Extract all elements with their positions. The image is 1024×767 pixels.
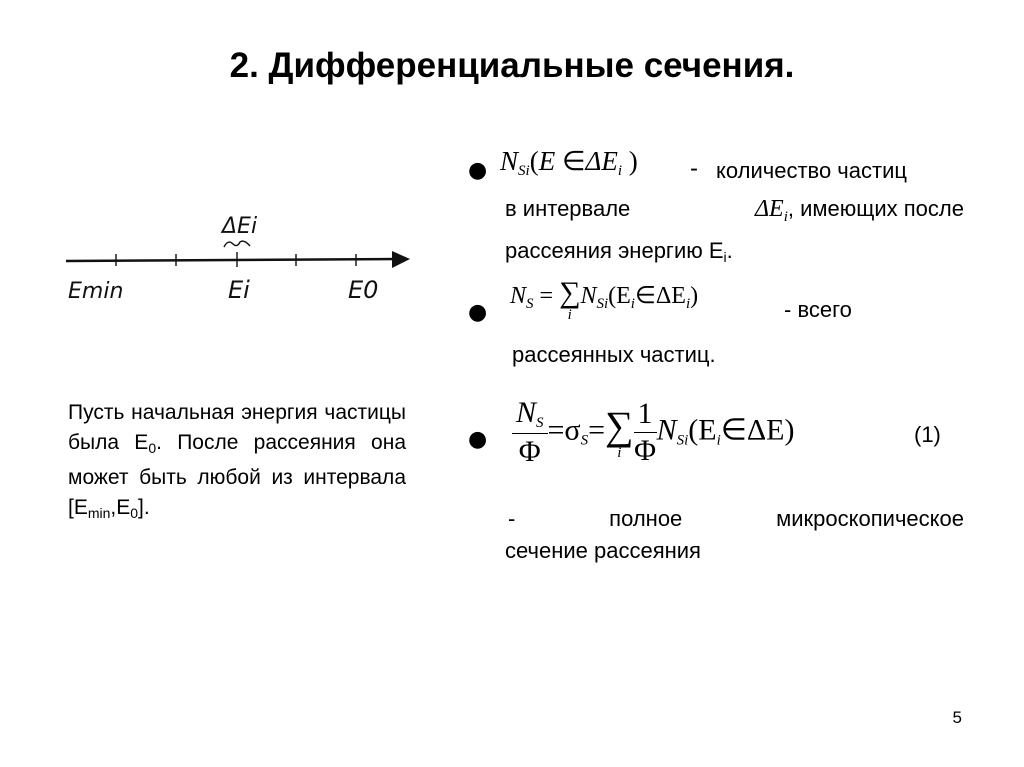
formula-ns-sum: $N_S$ = ∑ i $N_{Si}(E_i\in\Delta E_i)$: [510, 276, 699, 323]
bullet-marker-3: ●: [468, 427, 488, 452]
bullet2-tail: - всего: [784, 297, 852, 322]
equation-number: (1): [914, 422, 941, 447]
bullet-marker-2: ●: [468, 300, 488, 325]
emin-label: Emin: [68, 279, 124, 304]
bullet3-desc2: сечение рассеяния: [505, 538, 701, 563]
delta-brace: [224, 241, 250, 247]
bullet-marker-1: ●: [468, 158, 488, 183]
slide-title: 2. Дифференциальные сечения.: [229, 46, 795, 85]
bullet1-line1: количество частиц: [716, 158, 907, 183]
energy-axis-sketch: [58, 195, 418, 315]
page-number: 5: [952, 708, 962, 727]
bullet2-line2: рассеянных частиц.: [512, 342, 716, 367]
initial-energy-paragraph: Пусть начальная энергия частицы была $E_0$. После рассеяния она может быть любой из интервала $[E_{min},E_0]$.: [68, 401, 406, 521]
bullet1-dash: -: [690, 155, 698, 182]
bullet1-line3: рассеяния энергию $E_i$.: [505, 238, 733, 265]
bullet3-desc1: - полное микроскопическое: [508, 506, 964, 531]
axis-arrowhead: [392, 251, 410, 268]
bullet1-line2: в интервале $\Delta E_i$, имеющих после: [505, 196, 964, 225]
ei-label: Ei: [228, 276, 250, 304]
delta-ei-label: ΔEi: [222, 214, 258, 239]
e0-label: E0: [348, 276, 379, 304]
formula-nsi: $N_{Si}(E$ $\in\Delta E_i$ ): [500, 146, 638, 179]
formula-cross-section: $\frac{N_S}{\Phi}$ $=\sigma_S=$ ∑ i $\frac{1}{\Phi}$ $N_{Si}(E_i\in\Delta E)$: [512, 396, 794, 469]
